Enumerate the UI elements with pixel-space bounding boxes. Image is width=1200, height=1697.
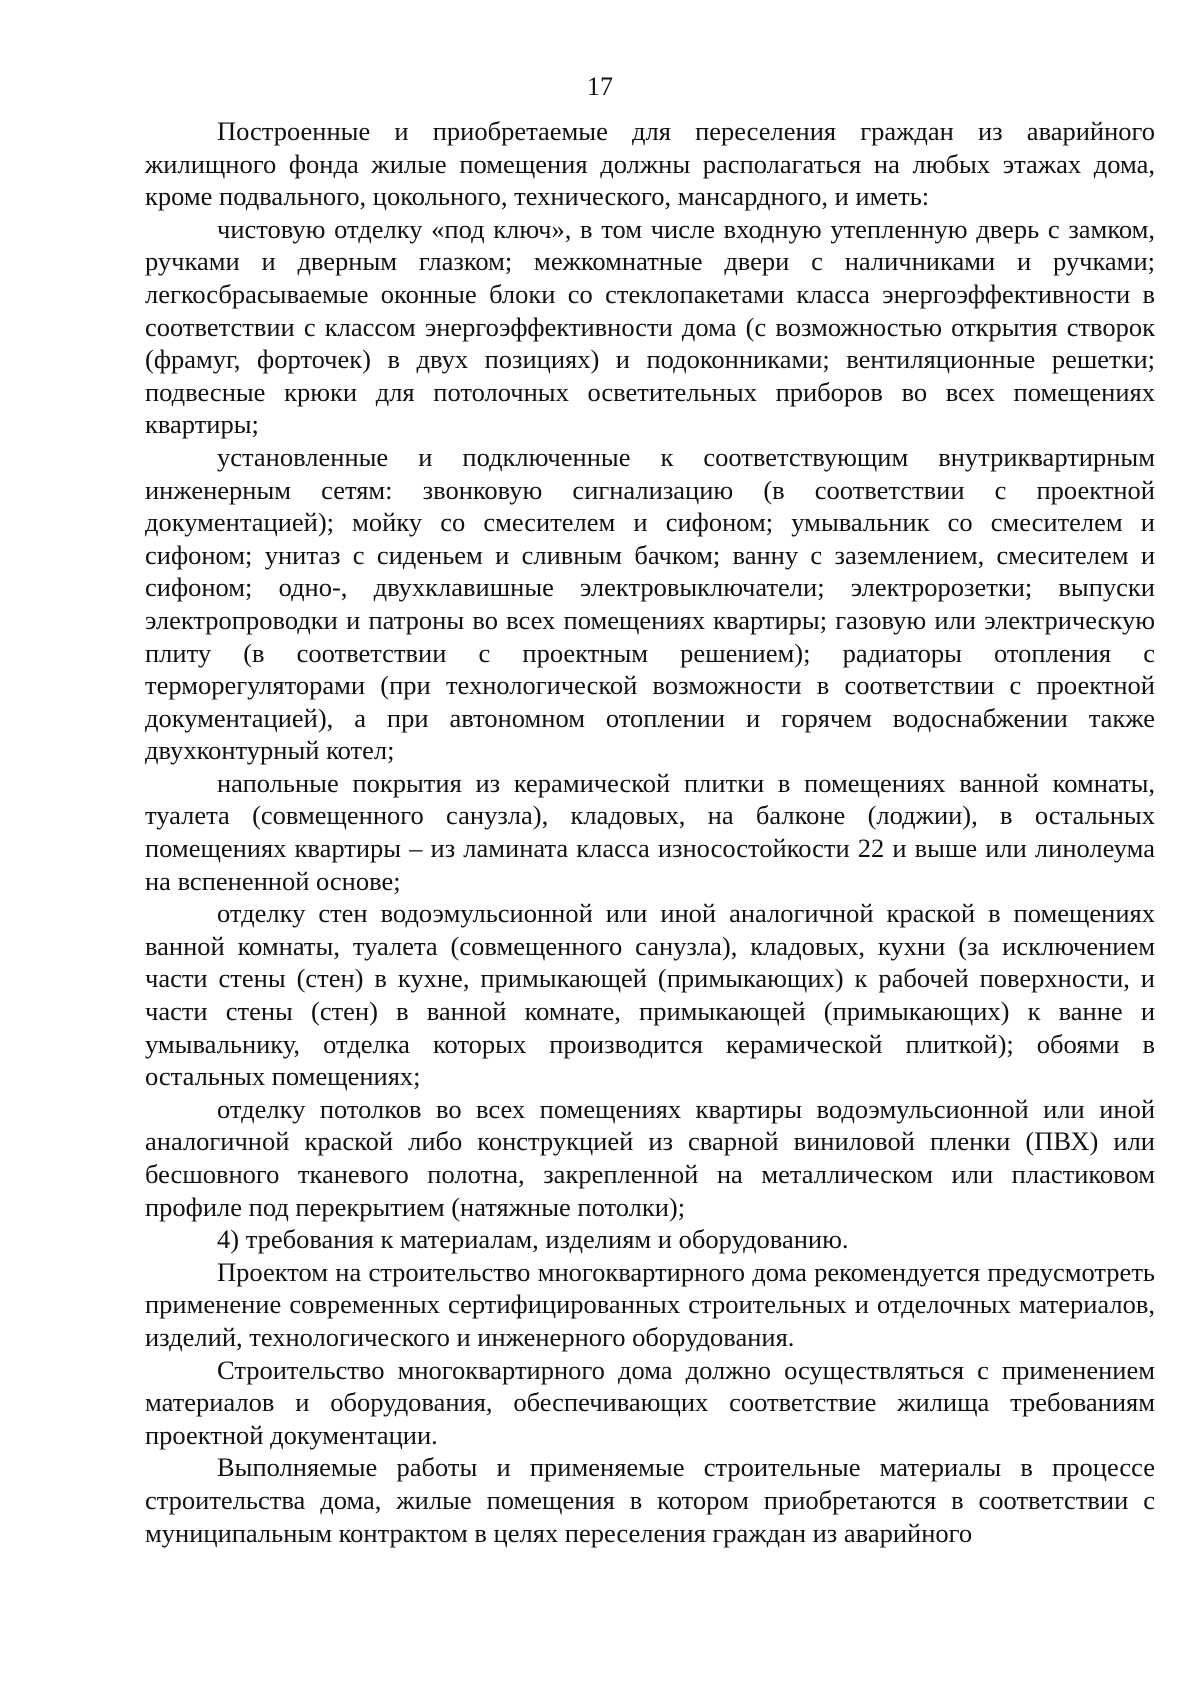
paragraph-2: чистовую отделку «под ключ», в том числе входную утепленную дверь с замком, ручками и дверным глазком; межкомнатные двери с наличниками и ручками; легкосбрасываемые оконные блоки со стеклопакетами класса энергоэффективности в соответствии с классом энергоэффективности дома (с возможностью открытия створок (фрамуг, форточек) в двух позициях) и подоконниками; вентиляционные решетки; подвесные крюки для потолочных осветительных приборов во всех помещениях квартиры; [145,213,1155,440]
paragraph-8: Проектом на строительство многоквартирного дома рекомендуется предусмотреть применение современных сертифицированных строительных и отделочных материалов, изделий, технологического и инженерного оборудования. [145,1256,1155,1352]
paragraph-1: Построенные и приобретаемые для переселения граждан из аварийного жилищного фонда жилые помещения должны располагаться на любых этажах дома, кроме подвального, цокольного, технического, мансардного, и иметь: [145,116,1155,212]
document-body [145,115,1155,1549]
paragraph-10: Выполняемые работы и применяемые строительные материалы в процессе строительства дома, жилые помещения в котором приобретаются в соответствии с муниципальным контрактом в целях переселения граждан из аварийного [145,1452,1155,1548]
paragraph-6: отделку потолков во всех помещениях квартиры водоэмульсионной или иной аналогичной краской либо конструкцией из сварной виниловой пленки (ПВХ) или бесшовного тканевого полотна, закрепленной на металлическом или пластиковом профиле под перекрытием (натяжные потолки); [145,1093,1155,1222]
paragraph-3: установленные и подключенные к соответствующим внутриквартирным инженерным сетям: звонковую сигнализацию (в соответствии с проектной документацией); мойку со смесителем и сифоном; умывальник со смесителем и сифоном; унитаз с сиденьем и сливным бачком; ванну с заземлением, смесителем и сифоном; одно-, двухклавишные электровыключатели; электророзетки; выпуски электропроводки и патроны во всех помещениях квартиры; газовую или электрическую плиту (в соответствии с проектным решением); радиаторы отопления с терморегуляторами (при технологической возможности в соответствии с проектной документацией), а при автономном отоплении и горячем водоснабжении также двухконтурный котел; [145,441,1155,766]
paragraph-9: Строительство многоквартирного дома должно осуществляться с применением материалов и оборудования, обеспечивающих соответствие жилища требованиям проектной документации. [145,1354,1155,1450]
paragraph-7: 4) требования к материалам, изделиям и оборудованию. [217,1224,849,1255]
paragraph-4: напольные покрытия из керамической плитки в помещениях ванной комнаты, туалета (совмещенного санузла), кладовых, на балконе (лоджии), в остальных помещениях квартиры – из ламината класса износостойкости 22 и выше или линолеума на вспененной основе; [145,767,1155,896]
paragraph-5: отделку стен водоэмульсионной или иной аналогичной краской в помещениях ванной комнаты, туалета (совмещенного санузла), кладовых, кухни (за исключением части стены (стен) в кухне, примыкающей (примыкающих) к рабочей поверхности, и части стены (стен) в ванной комнате, примыкающей (примыкающих) к ванне и умывальнику, отделка которых производится керамической плиткой); обоями в остальных помещениях; [145,898,1155,1092]
page-number: 17 [587,72,613,101]
